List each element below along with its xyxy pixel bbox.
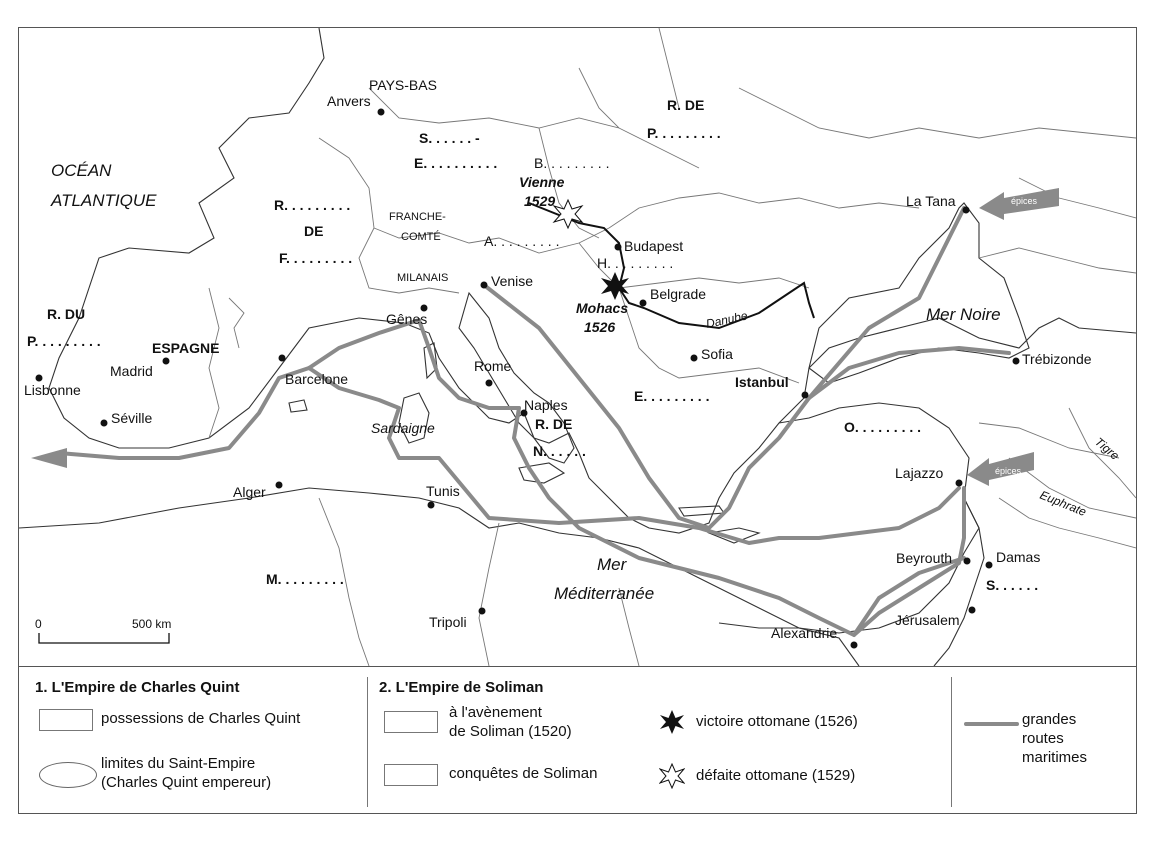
city-venise-dot — [481, 282, 488, 289]
city-label-seville: Séville — [111, 410, 153, 426]
city-label-budapest: Budapest — [624, 238, 684, 254]
battle-label-vienne: Vienne — [519, 174, 565, 190]
city-label-la-tana: La Tana — [906, 193, 956, 209]
legend-title-soliman: 2. L'Empire de Soliman — [379, 679, 544, 696]
city-trebizonde-dot — [1013, 358, 1020, 365]
city-label-naples: Naples — [524, 397, 568, 413]
coast-black-sea — [809, 203, 1029, 383]
legend-victoire: victoire ottomane (1526) — [696, 713, 858, 730]
spices-arrow-north — [979, 188, 1059, 220]
spices-arrow-south — [967, 452, 1034, 486]
sea-label-mer-noire: Mer Noire — [926, 305, 1001, 324]
coast-anatolia — [719, 403, 979, 633]
city-label-tripoli: Tripoli — [429, 614, 467, 630]
region-e-dots-balkans: E. . . . . . . . . — [634, 388, 710, 404]
ocean-label-1: OCÉAN — [51, 161, 112, 180]
legend — [19, 666, 1136, 814]
city-label-belgrade: Belgrade — [650, 286, 707, 302]
region-a-dots: A. . . . . . . . . — [484, 233, 560, 249]
legend-avenement-2: de Soliman (1520) — [449, 723, 572, 740]
spices-label: épices — [995, 466, 1022, 476]
battle-label-mohacs: Mohacs — [576, 300, 629, 316]
region-pays-bas: PAYS-BAS — [369, 77, 437, 93]
region-s-dots: S. . . . . . - — [419, 130, 480, 146]
spices-label: épices — [1011, 196, 1038, 206]
legend-possessions: possessions de Charles Quint — [101, 710, 301, 727]
city-jerusalem-dot — [969, 607, 976, 614]
city-label-jerusalem: Jérusalem — [895, 612, 960, 628]
region-s-dots-syria: S. . . . . . — [986, 577, 1039, 593]
city-label-alger: Alger — [233, 484, 266, 500]
region-e-dots-top: E. . . . . . . . . . — [414, 155, 498, 171]
city-rome-dot — [486, 380, 493, 387]
route-swatch — [964, 719, 1019, 729]
scale-bar — [35, 617, 171, 643]
legend-title-charles-quint: 1. L'Empire de Charles Quint — [35, 679, 240, 696]
scale-km: 500 km — [132, 617, 172, 631]
city-label-venise: Venise — [491, 273, 534, 289]
city-tripoli-dot — [479, 608, 486, 615]
region-r-de-naples: R. DE — [535, 416, 573, 432]
region-r-du: R. DU — [47, 306, 86, 322]
city-label-anvers: Anvers — [327, 93, 371, 109]
region-m-dots: M. . . . . . . . . — [266, 571, 344, 587]
river-label-euphrate: Euphrate — [1037, 487, 1089, 520]
city-istanbul-dot — [802, 392, 809, 399]
sea-label-mer: Mer — [597, 555, 627, 574]
region-b-dots: B. . . . . . . . . — [534, 155, 610, 171]
swatch-possessions — [39, 709, 93, 731]
city-label-tunis: Tunis — [426, 483, 460, 499]
region-espagne: ESPAGNE — [152, 340, 220, 356]
region-r-de-top: R. DE — [667, 97, 705, 113]
region-franche: FRANCHE- — [389, 211, 446, 223]
river-label-danube: Danube — [704, 308, 749, 331]
legend-limites-1: limites du Saint-Empire — [101, 755, 256, 772]
city-label-lajazzo: Lajazzo — [895, 465, 944, 481]
city-label-barcelone: Barcelone — [285, 371, 349, 387]
swatch-avenement — [384, 711, 438, 733]
city-la-tana-dot — [963, 207, 970, 214]
city-seville-dot — [101, 420, 108, 427]
coast-italy — [459, 293, 574, 463]
region-p-dots-west: P. . . . . . . . . — [27, 333, 101, 349]
legend-routes-1: grandes — [1022, 711, 1077, 728]
legend-separator-2 — [951, 677, 952, 807]
coast-sicily — [519, 463, 564, 483]
region-o-dots: O. . . . . . . . . — [844, 419, 922, 435]
city-lisbonne-dot — [36, 375, 43, 382]
city-label-damas: Damas — [996, 549, 1041, 565]
city-barcelone-dot — [279, 355, 286, 362]
legend-separator-1 — [367, 677, 368, 807]
city-tunis-dot — [428, 502, 435, 509]
city-belgrade-dot — [640, 300, 647, 307]
legend-avenement-1: à l'avènement — [449, 704, 542, 721]
borders — [209, 28, 1136, 666]
legend-routes-2: routes — [1022, 730, 1064, 747]
city-alexandrie-dot — [851, 642, 858, 649]
city-label-alexandrie: Alexandrie — [771, 625, 838, 641]
city-label-genes: Gênes — [386, 311, 428, 327]
battle-label-vienne-year: 1529 — [524, 193, 556, 209]
region-sardaigne: Sardaigne — [371, 420, 435, 436]
coast-balearics — [289, 400, 307, 412]
map-frame — [18, 27, 1137, 814]
city-label-trebizonde: Trébizonde — [1022, 351, 1092, 367]
city-sofia-dot — [691, 355, 698, 362]
region-r-dots: R. . . . . . . . . — [274, 197, 351, 213]
city-damas-dot — [986, 562, 993, 569]
city-label-sofia: Sofia — [701, 346, 733, 362]
city-label-beyrouth: Beyrouth — [896, 550, 953, 566]
region-h-dots: H. . . . . . . . . — [597, 255, 674, 271]
city-label-rome: Rome — [474, 358, 512, 374]
city-lajazzo-dot — [956, 480, 963, 487]
city-alger-dot — [276, 482, 283, 489]
region-n-dots: N. . . . . . — [533, 443, 586, 459]
region-de-mid: DE — [304, 223, 324, 239]
city-madrid-dot — [163, 358, 170, 365]
swatch-conquetes — [384, 764, 438, 786]
coast-levant — [934, 498, 984, 666]
city-label-istanbul: Istanbul — [735, 374, 789, 390]
historical-map — [19, 28, 1136, 666]
sea-label-mediterranee: Méditerranée — [554, 584, 655, 603]
region-f-dots: F. . . . . . . . . — [279, 250, 353, 266]
defeat-icon — [659, 763, 685, 789]
city-label-lisbonne: Lisbonne — [24, 382, 81, 398]
legend-limites-2: (Charles Quint empereur) — [101, 774, 272, 791]
coast-africa — [19, 488, 859, 666]
coast-europe-north — [49, 28, 1136, 533]
city-label-madrid: Madrid — [110, 363, 153, 379]
battle-label-mohacs-year: 1526 — [584, 319, 616, 335]
city-anvers-dot — [378, 109, 385, 116]
scale-zero: 0 — [35, 617, 42, 631]
legend-conquetes: conquêtes de Soliman — [449, 765, 598, 782]
region-p-dots: P. . . . . . . . . — [647, 125, 721, 141]
legend-defaite: défaite ottomane (1529) — [696, 767, 856, 784]
river-label-tigre: Tigre — [1092, 434, 1122, 463]
coast-crete — [679, 506, 724, 516]
victory-icon — [659, 709, 685, 735]
ocean-label-2: ATLANTIQUE — [51, 191, 157, 210]
city-budapest-dot — [615, 244, 622, 251]
region-comte: COMTÉ — [401, 231, 441, 243]
legend-routes-3: maritimes — [1022, 749, 1088, 766]
city-beyrouth-dot — [964, 558, 971, 565]
swatch-limites-saint-empire — [39, 762, 97, 788]
region-milanais: MILANAIS — [397, 272, 449, 284]
